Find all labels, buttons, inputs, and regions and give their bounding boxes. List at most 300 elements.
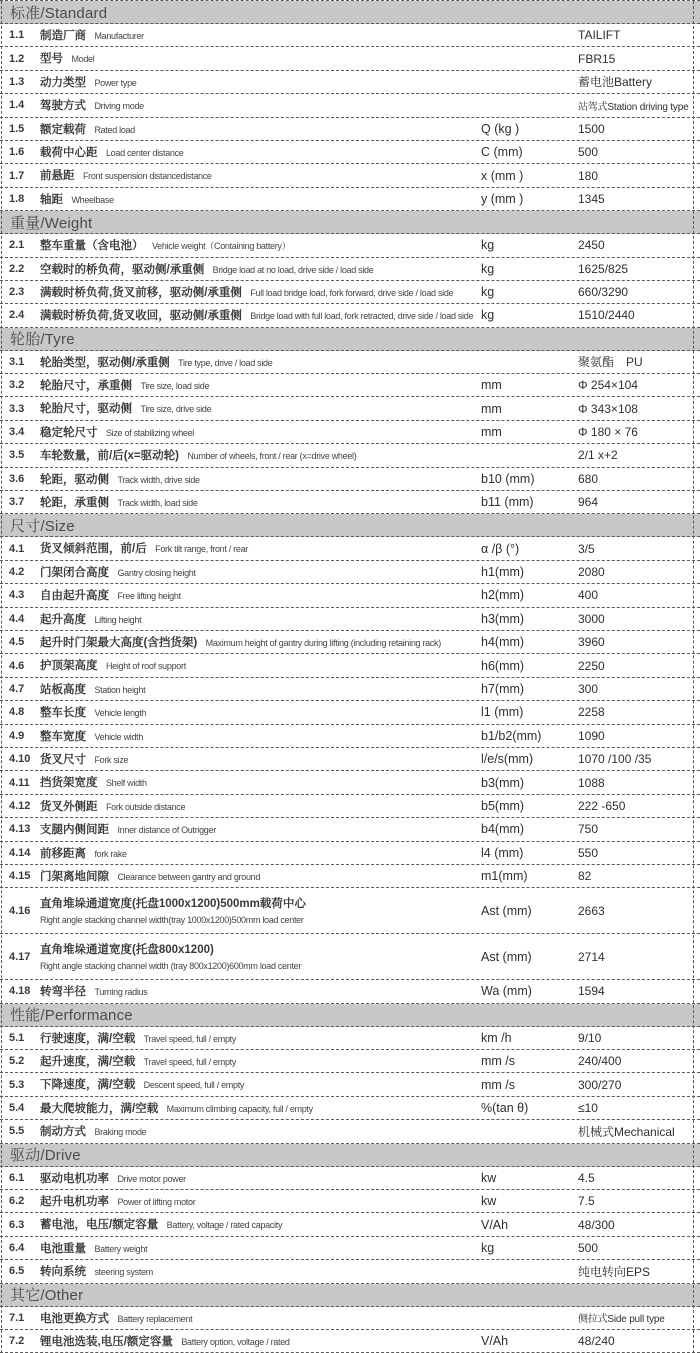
row-number: 7.1 — [9, 1311, 25, 1324]
table-row — [0, 537, 700, 560]
section-rows — [0, 24, 700, 211]
section-rows — [0, 234, 700, 328]
row-unit: Wa (mm) — [481, 984, 532, 999]
row-value: 站驾式Station driving type — [578, 101, 689, 113]
row-label — [40, 491, 482, 513]
row-number: 6.5 — [9, 1265, 25, 1278]
row-value: 1500 — [578, 121, 605, 136]
row-value: TAILIFT — [578, 28, 621, 43]
table-row — [0, 865, 700, 888]
row-value: 1510/2440 — [578, 308, 635, 323]
row-label-en: Vehicle width — [94, 731, 144, 742]
row-number: 6.2 — [9, 1195, 25, 1208]
row-unit: kw — [481, 1194, 497, 1209]
table-row — [0, 1073, 700, 1096]
row-number: 1.6 — [9, 146, 25, 159]
row-unit: Ast (mm) — [481, 903, 532, 918]
row-number: 6.1 — [9, 1171, 25, 1184]
row-label-zh: 转弯半径 — [40, 986, 86, 999]
row-label-zh: 门架离地间隙 — [40, 870, 109, 883]
row-number: 2.1 — [9, 239, 25, 252]
table-row — [0, 654, 700, 677]
table-row — [0, 421, 700, 444]
table-row — [0, 141, 700, 164]
row-label-zh: 门架闭合高度 — [40, 566, 109, 579]
row-label — [40, 1330, 482, 1352]
section-header — [0, 1144, 700, 1167]
row-value: 750 — [578, 822, 599, 837]
row-value: Φ 180 × 76 — [578, 425, 638, 440]
row-label — [40, 1120, 482, 1142]
table-row — [0, 1190, 700, 1213]
row-label-en: Fork size — [94, 754, 129, 765]
row-unit: h6(mm) — [481, 658, 525, 673]
row-label-en: Bridge load with full load, fork retracted, drive side / load side — [250, 311, 474, 322]
row-label-en: Battery, voltage / rated capacity — [166, 1220, 283, 1231]
row-unit: b10 (mm) — [481, 471, 535, 486]
table-row — [0, 234, 700, 257]
table-row — [0, 748, 700, 771]
row-number: 3.1 — [9, 355, 25, 368]
row-value: 2250 — [578, 658, 605, 673]
row-unit: h1(mm) — [481, 565, 525, 579]
row-label-en: Clearance between gantry and ground — [117, 871, 261, 882]
row-value: 3960 — [578, 635, 605, 650]
row-value: ≤10 — [578, 1101, 598, 1116]
row-label-en: Lifting height — [94, 614, 142, 625]
section-title: 性能/Performance — [10, 1007, 133, 1025]
row-label-en: Shelf width — [105, 778, 147, 789]
row-value: 2080 — [578, 565, 605, 579]
section-rows — [0, 351, 700, 515]
row-label-zh: 稳定轮尺寸 — [40, 426, 98, 439]
table-row — [0, 1120, 700, 1143]
row-label-zh: 轮胎类型，驱动侧/承重侧 — [40, 356, 170, 369]
row-unit: h7(mm) — [481, 681, 525, 696]
row-label-zh: 空载时的桥负荷，驱动侧/承重侧 — [40, 263, 205, 276]
row-label — [40, 258, 482, 280]
row-value: 机械式Mechanical — [578, 1124, 675, 1139]
row-label — [40, 771, 482, 793]
row-label-en: Height of roof support — [105, 661, 186, 672]
row-value: 1594 — [578, 984, 605, 999]
row-label-en: Free lifting height — [117, 591, 181, 602]
row-label-en: Driving mode — [94, 101, 144, 112]
row-label-zh: 起升电机功率 — [40, 1196, 109, 1209]
row-label — [40, 397, 482, 419]
table-row — [0, 1307, 700, 1330]
row-label — [40, 304, 482, 326]
row-value: 侧拉式Side pull type — [578, 1314, 665, 1326]
row-unit: l1 (mm) — [481, 705, 524, 720]
table-row — [0, 725, 700, 748]
row-label-zh: 满载时桥负荷,货叉收回，驱动侧/承重侧 — [40, 310, 242, 323]
row-unit: kg — [481, 308, 495, 323]
row-unit: kg — [481, 238, 495, 253]
row-label-zh: 直角堆垛通道宽度(托盘800x1200) — [40, 944, 214, 957]
row-label — [40, 1260, 482, 1282]
row-label-zh: 货叉倾斜范围，前/后 — [40, 543, 147, 556]
row-unit: x (mm ) — [481, 168, 524, 183]
row-number: 3.3 — [9, 402, 25, 415]
row-value: 3000 — [578, 611, 605, 626]
table-row — [0, 47, 700, 70]
row-label — [40, 1050, 482, 1072]
row-number: 4.14 — [9, 846, 31, 859]
section-header — [0, 1004, 700, 1027]
row-unit: kw — [481, 1170, 497, 1185]
row-unit: %(tan θ) — [481, 1101, 529, 1116]
row-number: 5.4 — [9, 1102, 25, 1115]
table-row — [0, 818, 700, 841]
spec-section — [0, 1284, 700, 1353]
row-value: 400 — [578, 588, 599, 603]
row-label-zh: 动力类型 — [40, 76, 86, 89]
row-label-zh: 货叉外侧距 — [40, 800, 98, 813]
row-label — [40, 725, 482, 747]
row-value: 1345 — [578, 191, 605, 206]
row-label-zh: 护顶架高度 — [40, 660, 98, 673]
row-label-en: Vehicle weight（Containing battery） — [151, 241, 291, 252]
row-label-zh: 起升速度，满/空载 — [40, 1056, 136, 1069]
sections-container — [0, 1, 700, 1353]
row-unit: kg — [481, 261, 495, 276]
row-unit: V/Ah — [481, 1217, 509, 1232]
table-row — [0, 1213, 700, 1236]
row-label-en: Track width, load side — [117, 498, 198, 509]
table-row — [0, 24, 700, 47]
table-row — [0, 1330, 700, 1353]
row-number: 2.2 — [9, 262, 25, 275]
row-label-zh: 驾驶方式 — [40, 100, 86, 113]
section-header — [0, 514, 700, 537]
row-value: 300/270 — [578, 1077, 622, 1092]
table-row — [0, 397, 700, 420]
row-number: 4.16 — [9, 904, 31, 917]
row-number: 3.4 — [9, 426, 25, 439]
row-label-en: Tire size, drive side — [140, 404, 212, 415]
table-row — [0, 1167, 700, 1190]
row-unit: y (mm ) — [481, 191, 524, 206]
section-title: 标准/Standard — [10, 4, 108, 22]
row-label-zh: 行驶速度，满/空载 — [40, 1032, 136, 1045]
table-row — [0, 561, 700, 584]
row-label-en: Maximum height of gantry during lifting (including retaining rack) — [205, 637, 441, 648]
table-row — [0, 980, 700, 1003]
row-number: 4.4 — [9, 612, 25, 625]
row-label — [40, 654, 482, 676]
row-label-zh: 轮胎尺寸，驱动侧 — [40, 403, 132, 416]
row-unit: mm /s — [481, 1077, 516, 1092]
row-value: 1070 /100 /35 — [578, 752, 652, 767]
row-number: 6.4 — [9, 1241, 25, 1254]
row-number: 4.5 — [9, 636, 25, 649]
row-label-en: Wheelbase — [71, 194, 114, 205]
section-title: 重量/Weight — [10, 214, 93, 232]
row-label-zh: 起升高度 — [40, 613, 86, 626]
row-label-zh: 前移距离 — [40, 847, 86, 860]
row-number: 1.8 — [9, 192, 25, 205]
row-label-zh: 支腿内侧间距 — [40, 824, 109, 837]
row-label-en: Tire type, drive / load side — [178, 357, 273, 368]
row-number: 5.2 — [9, 1055, 25, 1068]
row-value: 964 — [578, 495, 599, 510]
row-value: 1090 — [578, 728, 605, 743]
row-label — [40, 468, 482, 490]
row-number: 1.3 — [9, 75, 25, 88]
table-row — [0, 842, 700, 865]
row-label-en: Front suspension distancedistance — [82, 171, 212, 182]
row-label-zh: 蓄电池，电压/额定容量 — [40, 1219, 159, 1232]
row-label-zh: 锂电池选装,电压/额定容量 — [40, 1335, 173, 1348]
row-label — [40, 188, 482, 210]
table-row — [0, 468, 700, 491]
row-label-zh: 轮距，驱动侧 — [40, 473, 109, 486]
row-label — [40, 795, 482, 817]
row-unit: l/e/s(mm) — [481, 752, 534, 767]
row-number: 4.9 — [9, 729, 25, 742]
section-header — [0, 1, 700, 24]
row-label — [40, 94, 482, 116]
row-label — [40, 561, 482, 583]
row-label — [40, 234, 482, 256]
row-label — [40, 24, 482, 46]
section-title: 其它/Other — [10, 1287, 84, 1305]
row-value: 500 — [578, 1240, 599, 1255]
row-label-zh: 前悬距 — [40, 170, 75, 183]
row-value: 纯电转向EPS — [578, 1264, 651, 1279]
table-row — [0, 281, 700, 304]
row-unit: kg — [481, 285, 495, 300]
row-label — [40, 678, 482, 700]
row-label-en: Size of stabilizing wheel — [105, 427, 195, 438]
row-number: 1.1 — [9, 29, 25, 42]
row-number: 4.7 — [9, 682, 25, 695]
section-header — [0, 211, 700, 234]
row-label-zh: 轴距 — [40, 193, 63, 206]
row-value: 蓄电池Battery — [578, 75, 653, 90]
row-number: 1.4 — [9, 99, 25, 112]
row-value: 1625/825 — [578, 261, 629, 276]
row-label-zh: 车轮数量，前/后(x=驱动轮) — [40, 450, 179, 463]
table-row — [0, 795, 700, 818]
section-rows — [0, 537, 700, 1003]
spec-section — [0, 1004, 700, 1144]
row-number: 4.13 — [9, 823, 31, 836]
row-label — [40, 1027, 482, 1049]
row-unit: α /β (°) — [481, 541, 520, 556]
row-unit: V/Ah — [481, 1334, 509, 1349]
table-row — [0, 444, 700, 467]
row-label — [40, 281, 482, 303]
row-number: 3.5 — [9, 449, 25, 462]
table-row — [0, 934, 700, 980]
row-label-en: Battery option, voltage / rated — [181, 1336, 290, 1347]
row-value: 2450 — [578, 238, 605, 253]
row-number: 6.3 — [9, 1218, 25, 1231]
row-value: 240/400 — [578, 1054, 622, 1069]
row-value: 聚氨酯 PU — [578, 355, 643, 370]
row-label-zh: 载荷中心距 — [40, 146, 98, 159]
row-value: 300 — [578, 681, 599, 696]
section-rows — [0, 1167, 700, 1284]
row-number: 1.7 — [9, 169, 25, 182]
table-row — [0, 1097, 700, 1120]
row-label — [40, 141, 482, 163]
spec-section — [0, 211, 700, 328]
table-row — [0, 1027, 700, 1050]
table-row — [0, 1237, 700, 1260]
table-row — [0, 888, 700, 934]
row-number: 7.2 — [9, 1335, 25, 1348]
row-unit: b5(mm) — [481, 798, 525, 813]
row-unit: mm — [481, 425, 502, 440]
section-title: 尺寸/Size — [10, 517, 75, 535]
row-value: 680 — [578, 471, 599, 486]
row-label — [40, 1097, 482, 1119]
row-label — [40, 421, 482, 443]
row-unit: kg — [481, 1240, 495, 1255]
spec-section — [0, 514, 700, 1003]
row-value: 7.5 — [578, 1194, 595, 1209]
row-label-en: Maximum climbing capacity, full / empty — [166, 1103, 313, 1114]
row-unit: C (mm) — [481, 145, 523, 160]
row-unit: mm — [481, 401, 502, 416]
table-row — [0, 584, 700, 607]
row-unit: b3(mm) — [481, 775, 525, 790]
table-row — [0, 94, 700, 117]
row-label-zh: 直角堆垛通道宽度(托盘1000x1200)500mm载荷中心 — [40, 898, 306, 911]
row-label-en: Turning radius — [94, 987, 148, 998]
row-label-zh: 货叉尺寸 — [40, 753, 86, 766]
table-row — [0, 608, 700, 631]
row-number: 4.1 — [9, 542, 25, 555]
row-label-en: Battery weight — [94, 1243, 148, 1254]
section-rows — [0, 1027, 700, 1144]
row-label — [40, 164, 482, 186]
row-label — [40, 351, 482, 373]
row-label-en: Power type — [94, 77, 137, 88]
row-label-en: Rated load — [94, 124, 135, 135]
row-label — [40, 1307, 482, 1329]
table-row — [0, 164, 700, 187]
row-value: 1088 — [578, 775, 605, 790]
row-label-en: Drive motor power — [117, 1173, 186, 1184]
row-label — [40, 444, 482, 466]
row-label — [40, 842, 482, 864]
row-label — [40, 1073, 482, 1095]
row-label-en: Number of wheels, front / rear (x=drive wheel) — [187, 451, 357, 462]
row-number: 4.6 — [9, 659, 25, 672]
row-number: 3.7 — [9, 496, 25, 509]
row-label-zh: 挡货架宽度 — [40, 777, 98, 790]
row-label-en: Model — [71, 54, 95, 65]
row-label-zh: 电池更换方式 — [40, 1312, 109, 1325]
row-label-en: Inner distance of Outrigger — [117, 825, 216, 836]
row-label-zh: 整车宽度 — [40, 730, 86, 743]
row-label-zh: 轮胎尺寸，承重侧 — [40, 380, 132, 393]
row-label-en: Full load bridge load, fork forward, drive side / load side — [250, 287, 454, 298]
row-label — [40, 47, 482, 69]
row-value: 82 — [578, 869, 592, 884]
row-number: 4.15 — [9, 870, 31, 883]
row-unit: h4(mm) — [481, 635, 525, 650]
row-number: 1.2 — [9, 52, 25, 65]
row-number: 2.3 — [9, 286, 25, 299]
spec-section — [0, 1144, 700, 1284]
table-row — [0, 1050, 700, 1073]
row-value: 550 — [578, 845, 599, 860]
row-label-en: Fork tilt range, front / rear — [155, 544, 248, 555]
row-label-zh: 整车重量（含电池） — [40, 240, 144, 253]
row-unit: mm /s — [481, 1054, 516, 1069]
row-value: 2663 — [578, 903, 605, 918]
table-row — [0, 631, 700, 654]
row-label — [40, 537, 482, 559]
row-unit: km /h — [481, 1030, 512, 1045]
row-unit: m1(mm) — [481, 869, 528, 884]
row-label — [40, 71, 482, 93]
row-label-en: Braking mode — [94, 1127, 147, 1138]
row-label-en: steering system — [94, 1267, 153, 1278]
row-label-zh: 满载时桥负荷,货叉前移，驱动侧/承重侧 — [40, 286, 242, 299]
row-value: 3/5 — [578, 541, 595, 556]
section-title: 驱动/Drive — [10, 1147, 81, 1165]
row-label-en: fork rake — [94, 848, 127, 859]
row-label-en: Battery replacement — [117, 1313, 193, 1324]
row-label-en: Right angle stacking channel width (tray 800x1200)600mm load center — [40, 960, 302, 971]
row-value: 2714 — [578, 949, 605, 964]
row-unit: h2(mm) — [481, 588, 525, 603]
row-label-en: Travel speed, full / empty — [143, 1033, 237, 1044]
row-number: 4.10 — [9, 753, 31, 766]
table-row — [0, 71, 700, 94]
row-label-zh: 转向系统 — [40, 1266, 86, 1279]
row-label — [40, 701, 482, 723]
row-label — [40, 865, 482, 887]
row-number: 3.2 — [9, 379, 25, 392]
row-label-zh: 额定载荷 — [40, 123, 86, 136]
row-label — [40, 608, 482, 630]
row-unit: b1/b2(mm) — [481, 728, 542, 743]
row-label-en: Manufacturer — [94, 31, 144, 41]
section-header — [0, 1284, 700, 1307]
row-unit: b11 (mm) — [481, 495, 534, 510]
row-number: 2.4 — [9, 309, 25, 322]
table-row — [0, 351, 700, 374]
table-row — [0, 374, 700, 397]
row-number: 4.2 — [9, 566, 25, 578]
row-value: Φ 343×108 — [578, 401, 638, 416]
table-row — [0, 491, 700, 514]
row-label-zh: 自由起升高度 — [40, 590, 109, 603]
row-unit: Ast (mm) — [481, 949, 532, 964]
row-label — [40, 935, 482, 978]
spec-section — [0, 1, 700, 211]
row-label — [40, 1213, 482, 1235]
table-row — [0, 258, 700, 281]
row-label-zh: 站板高度 — [40, 683, 86, 696]
table-row — [0, 1260, 700, 1283]
row-value: 48/240 — [578, 1334, 615, 1349]
row-value: 4.5 — [578, 1170, 595, 1185]
table-row — [0, 118, 700, 141]
row-label — [40, 1167, 482, 1189]
row-unit: h3(mm) — [481, 611, 525, 626]
row-label-en: Bridge load at no load, drive side / load side — [212, 264, 374, 275]
table-row — [0, 304, 700, 327]
row-unit: l4 (mm) — [481, 845, 524, 860]
